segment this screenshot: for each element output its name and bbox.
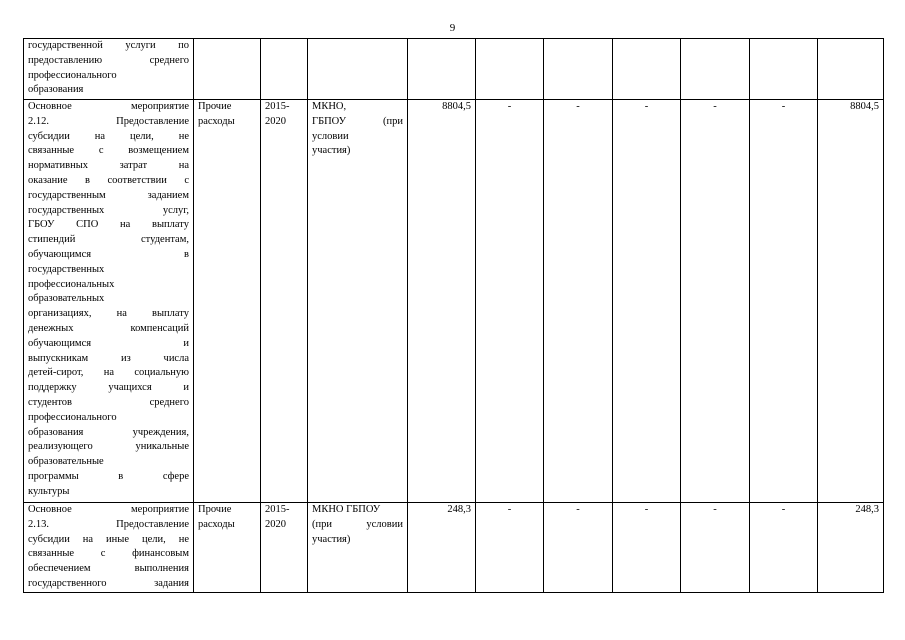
measure-name-line: государственным заданием bbox=[28, 189, 189, 201]
value-cell: 248,3 bbox=[818, 503, 884, 593]
value-cell bbox=[613, 39, 681, 100]
measure-name-cell bbox=[24, 39, 194, 100]
expense-category-cell bbox=[194, 100, 261, 503]
total-value-cell: 8804,5 bbox=[408, 100, 476, 503]
measure-name-line: денежных компенсаций bbox=[28, 322, 189, 334]
value-cell: - bbox=[750, 100, 818, 503]
executor-line: участия) bbox=[312, 145, 351, 157]
measure-name-line: профессионального bbox=[28, 69, 117, 81]
value-cell bbox=[681, 39, 750, 100]
executor-line: ГБПОУ (при bbox=[312, 115, 403, 127]
value-cell: - bbox=[544, 100, 613, 503]
executor-cell bbox=[308, 503, 408, 593]
period-line: 2020 bbox=[265, 115, 286, 127]
expense-category-cell bbox=[194, 39, 261, 100]
total-value-cell: 248,3 bbox=[408, 503, 476, 593]
expense-category-line: Прочие bbox=[198, 101, 232, 112]
measure-name-line: программы в сфере bbox=[28, 470, 189, 482]
expense-category-line: Прочие bbox=[198, 504, 232, 515]
period-cell bbox=[261, 39, 308, 100]
measure-name-cell bbox=[24, 100, 194, 503]
measure-name-line: образовательных bbox=[28, 293, 105, 305]
table-row bbox=[24, 100, 884, 503]
value-cell bbox=[544, 39, 613, 100]
measure-name-line: культуры bbox=[28, 485, 70, 497]
value-cell: - bbox=[613, 503, 681, 593]
measure-name-line: оказание в соответствии с bbox=[28, 174, 189, 186]
measure-name-line: профессионального bbox=[28, 411, 117, 423]
executor-line: МКНО ГБПОУ bbox=[312, 504, 381, 515]
executor-line: условии bbox=[312, 130, 349, 142]
measure-name-line: образовательные bbox=[28, 456, 104, 468]
measure-name-line: детей-сирот, на социальную bbox=[28, 367, 189, 379]
measure-name-line: связанные с финансовым bbox=[28, 548, 189, 560]
measure-name-line: обеспечением выполнения bbox=[28, 563, 189, 575]
measure-name-line: предоставлению среднего bbox=[28, 54, 189, 66]
measure-name-line: государственного задания bbox=[28, 577, 189, 589]
value-cell: 8804,5 bbox=[818, 100, 884, 503]
program-measures-table bbox=[23, 38, 884, 593]
value-cell: - bbox=[544, 503, 613, 593]
measure-name-line: 2.12. Предоставление bbox=[28, 115, 189, 127]
period-cell bbox=[261, 100, 308, 503]
table-row bbox=[24, 39, 884, 100]
expense-category-cell bbox=[194, 503, 261, 593]
measure-name-line: связанные с возмещением bbox=[28, 145, 189, 157]
value-cell: - bbox=[476, 100, 544, 503]
measure-name-line: профессиональных bbox=[28, 278, 115, 290]
value-cell: - bbox=[476, 503, 544, 593]
expense-category-line: расходы bbox=[198, 518, 235, 530]
measure-name-line: образования учреждения, bbox=[28, 426, 189, 438]
value-cell bbox=[476, 39, 544, 100]
page-number: 9 bbox=[449, 22, 456, 34]
measure-name-line: субсидии на иные цели, не bbox=[28, 533, 189, 545]
executor-cell bbox=[308, 39, 408, 100]
measure-name-cell bbox=[24, 503, 194, 593]
measure-name-line: поддержку учащихся и bbox=[28, 382, 189, 394]
value-cell: - bbox=[681, 503, 750, 593]
measure-name-line: обучающимся в bbox=[28, 248, 189, 260]
value-cell: - bbox=[613, 100, 681, 503]
value-cell bbox=[408, 39, 476, 100]
measure-name-line: выпускникам из числа bbox=[28, 352, 189, 364]
period-line: 2015- bbox=[265, 101, 290, 112]
value-cell bbox=[750, 39, 818, 100]
measure-name-line: стипендий студентам, bbox=[28, 234, 189, 246]
measure-name-line: субсидии на цели, не bbox=[28, 130, 189, 142]
value-cell: - bbox=[681, 100, 750, 503]
measure-name-line: ГБОУ СПО на выплату bbox=[28, 219, 189, 231]
measure-name-line: Основное мероприятие bbox=[28, 101, 189, 112]
expense-category-line: расходы bbox=[198, 115, 235, 127]
period-line: 2015- bbox=[265, 504, 290, 515]
executor-line: участия) bbox=[312, 533, 351, 545]
measure-name-line: организациях, на выплату bbox=[28, 308, 189, 320]
period-cell bbox=[261, 503, 308, 593]
measure-name-line: государственных bbox=[28, 263, 105, 275]
measure-name-line: обучающимся и bbox=[28, 337, 189, 349]
measure-name-line: нормативных затрат на bbox=[28, 160, 189, 172]
measure-name-line: Основное мероприятие bbox=[28, 504, 189, 515]
measure-name-line: студентов среднего bbox=[28, 396, 189, 408]
measure-name-line: образования bbox=[28, 84, 84, 96]
value-cell: - bbox=[750, 503, 818, 593]
executor-line: (при условии bbox=[312, 518, 403, 530]
table-row bbox=[24, 503, 884, 593]
value-cell bbox=[818, 39, 884, 100]
measure-name-line: 2.13. Предоставление bbox=[28, 518, 189, 530]
executor-line: МКНО, bbox=[312, 101, 347, 112]
period-line: 2020 bbox=[265, 518, 286, 530]
executor-cell bbox=[308, 100, 408, 503]
measure-name-line: государственных услуг, bbox=[28, 204, 189, 216]
measure-name-line: реализующего уникальные bbox=[28, 441, 189, 453]
measure-name-line: государственной услуги по bbox=[28, 40, 189, 51]
